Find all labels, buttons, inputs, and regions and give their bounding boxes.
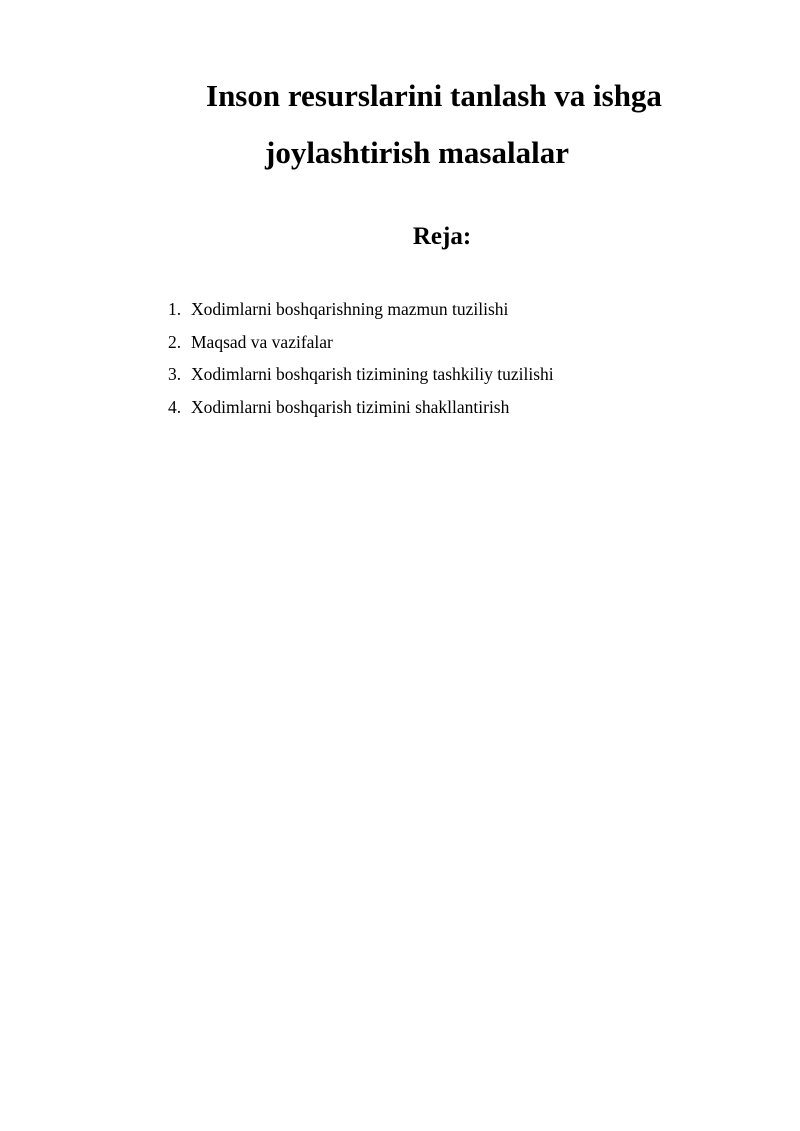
plan-item-text: Xodimlarni boshqarishning mazmun tuzilishi [191, 299, 509, 319]
plan-item-3 [168, 363, 554, 396]
plan-item-text: Xodimlarni boshqarish tizimining tashkiliy tuzilishi [191, 364, 554, 385]
plan-item-number: 2. [168, 331, 182, 352]
plan-item-number: 1. [168, 299, 182, 319]
document-title-line-1: Inson resurslarini tanlash va ishga [206, 78, 662, 113]
plan-item-text: Xodimlarni boshqarish tizimini shakllantirish [191, 397, 510, 418]
plan-item-text: Maqsad va vazifalar [191, 331, 333, 352]
document-title-line-2: joylashtirish masalalar [265, 135, 569, 170]
plan-item-1 [168, 298, 554, 331]
plan-heading: Reja: [412, 223, 472, 250]
plan-item-number: 4. [168, 397, 182, 418]
plan-item-4 [168, 396, 554, 429]
plan-item-number: 3. [168, 364, 182, 385]
plan-list [168, 298, 554, 429]
plan-item-2 [168, 331, 554, 364]
